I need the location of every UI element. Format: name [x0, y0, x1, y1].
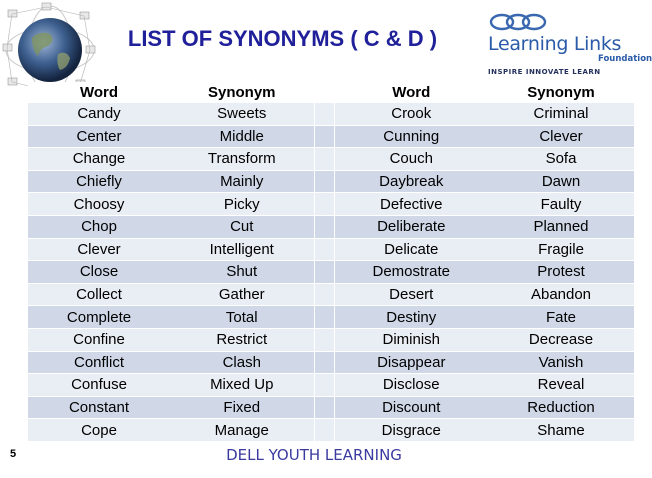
- synonym-cell: Planned: [488, 215, 634, 238]
- synonym-cell: Faulty: [488, 193, 634, 216]
- word-cell: Deliberate: [334, 215, 488, 238]
- column-gap: [314, 306, 334, 329]
- synonym-cell: Sofa: [488, 148, 634, 171]
- page-number: 5: [10, 448, 17, 460]
- synonym-cell: Total: [170, 306, 314, 329]
- synonym-cell: Picky: [170, 193, 314, 216]
- logo-text: [488, 33, 652, 64]
- word-cell: Candy: [28, 103, 170, 126]
- table-row: [28, 261, 634, 284]
- table-row: [28, 306, 634, 329]
- word-cell: Change: [28, 148, 170, 171]
- header-word-1: Word: [28, 82, 170, 103]
- word-cell: Confine: [28, 328, 170, 351]
- synonym-cell: Reveal: [488, 374, 634, 397]
- synonym-cell: Clash: [170, 351, 314, 374]
- table-row: [28, 170, 634, 193]
- synonym-cell: Protest: [488, 261, 634, 284]
- table-header-row: [28, 82, 634, 103]
- word-cell: Cunning: [334, 125, 488, 148]
- synonym-cell: Restrict: [170, 328, 314, 351]
- word-cell: Crook: [334, 103, 488, 126]
- synonym-cell: Manage: [170, 419, 314, 442]
- word-cell: Disclose: [334, 374, 488, 397]
- synonym-cell: Gather: [170, 283, 314, 306]
- word-cell: Confuse: [28, 374, 170, 397]
- synonym-cell: Intelligent: [170, 238, 314, 261]
- table-row: [28, 283, 634, 306]
- column-gap: [314, 148, 334, 171]
- word-cell: Center: [28, 125, 170, 148]
- synonyms-table: [28, 82, 634, 442]
- synonym-cell: Mixed Up: [170, 374, 314, 397]
- word-cell: Demostrate: [334, 261, 488, 284]
- column-gap: [314, 170, 334, 193]
- synonym-cell: Abandon: [488, 283, 634, 306]
- column-gap: [314, 193, 334, 216]
- synonym-cell: Vanish: [488, 351, 634, 374]
- table-row: [28, 215, 634, 238]
- column-gap: [314, 82, 334, 103]
- table-row: [28, 374, 634, 397]
- word-cell: Daybreak: [334, 170, 488, 193]
- synonym-cell: Fixed: [170, 396, 314, 419]
- synonym-cell: Sweets: [170, 103, 314, 126]
- word-cell: Destiny: [334, 306, 488, 329]
- word-cell: Chiefly: [28, 170, 170, 193]
- synonym-cell: Clever: [488, 125, 634, 148]
- column-gap: [314, 283, 334, 306]
- word-cell: Desert: [334, 283, 488, 306]
- column-gap: [314, 328, 334, 351]
- word-cell: Couch: [334, 148, 488, 171]
- word-cell: Cope: [28, 419, 170, 442]
- word-cell: Diminish: [334, 328, 488, 351]
- synonym-cell: Criminal: [488, 103, 634, 126]
- synonym-cell: Fragile: [488, 238, 634, 261]
- column-gap: [314, 374, 334, 397]
- word-cell: Discount: [334, 396, 488, 419]
- synonym-cell: Cut: [170, 215, 314, 238]
- word-cell: Close: [28, 261, 170, 284]
- synonym-cell: Mainly: [170, 170, 314, 193]
- header-word-2: Word: [334, 82, 488, 103]
- table-row: [28, 419, 634, 442]
- word-cell: Defective: [334, 193, 488, 216]
- word-cell: Delicate: [334, 238, 488, 261]
- logo-tagline: INSPIRE INNOVATE LEARN: [488, 68, 601, 76]
- globe-network-logo: [2, 2, 98, 94]
- word-cell: Clever: [28, 238, 170, 261]
- word-cell: Disgrace: [334, 419, 488, 442]
- logo-name: Learning Links: [488, 33, 622, 55]
- header-synonym-1: Synonym: [170, 82, 314, 103]
- synonym-cell: Middle: [170, 125, 314, 148]
- column-gap: [314, 125, 334, 148]
- table-row: [28, 148, 634, 171]
- column-gap: [314, 103, 334, 126]
- column-gap: [314, 261, 334, 284]
- logo-sub: Foundation: [598, 54, 652, 64]
- synonym-cell: Shut: [170, 261, 314, 284]
- synonym-cell: Decrease: [488, 328, 634, 351]
- word-cell: Constant: [28, 396, 170, 419]
- column-gap: [314, 215, 334, 238]
- word-cell: Collect: [28, 283, 170, 306]
- table-row: [28, 396, 634, 419]
- word-cell: Conflict: [28, 351, 170, 374]
- header-synonym-2: Synonym: [488, 82, 634, 103]
- footer-text: DELL YOUTH LEARNING: [226, 446, 402, 464]
- column-gap: [314, 238, 334, 261]
- synonym-cell: Fate: [488, 306, 634, 329]
- word-cell: Disappear: [334, 351, 488, 374]
- synonym-cell: Dawn: [488, 170, 634, 193]
- table-row: [28, 193, 634, 216]
- synonym-cell: Reduction: [488, 396, 634, 419]
- table-row: [28, 351, 634, 374]
- word-cell: Choosy: [28, 193, 170, 216]
- synonym-cell: Transform: [170, 148, 314, 171]
- word-cell: Chop: [28, 215, 170, 238]
- column-gap: [314, 396, 334, 419]
- table-row: [28, 125, 634, 148]
- synonym-cell: Shame: [488, 419, 634, 442]
- column-gap: [314, 419, 334, 442]
- table-row: [28, 328, 634, 351]
- word-cell: Complete: [28, 306, 170, 329]
- table-row: [28, 103, 634, 126]
- column-gap: [314, 351, 334, 374]
- page-title: LIST OF SYNONYMS ( C & D ): [127, 26, 438, 51]
- table-row: [28, 238, 634, 261]
